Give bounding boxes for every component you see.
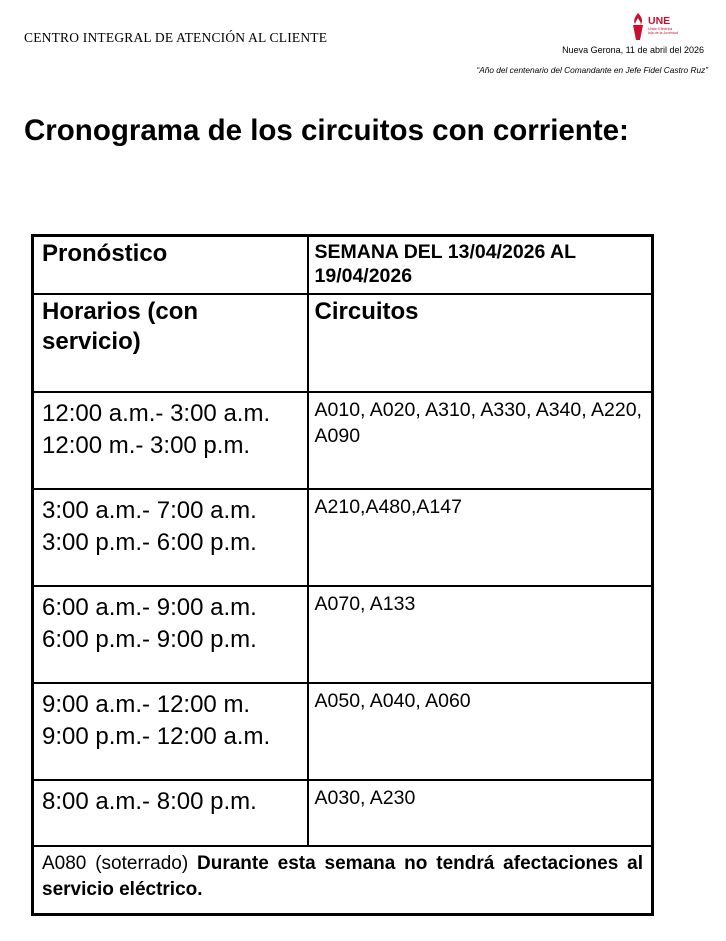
time-range: 12:00 m.- 3:00 p.m. bbox=[42, 432, 251, 459]
circuits-list: A050, A040, A060 bbox=[314, 690, 471, 712]
torch-icon bbox=[630, 12, 646, 42]
time-cell bbox=[33, 780, 308, 846]
circuits-list: A030, A230 bbox=[314, 787, 416, 809]
hours-header-cell bbox=[33, 294, 308, 392]
time-range: 9:00 p.m.- 12:00 a.m. bbox=[42, 723, 271, 750]
time-range: 3:00 p.m.- 6:00 p.m. bbox=[42, 529, 257, 556]
time-cell bbox=[33, 683, 308, 780]
note-bold: Durante esta semana no tendrá afectaciones al servicio eléctrico. bbox=[42, 853, 643, 900]
une-logo bbox=[630, 12, 676, 46]
week-cell bbox=[308, 236, 653, 295]
note-text bbox=[34, 847, 651, 903]
motto: “Año del centenario del Comandante en Jefe Fidel Castro Ruz” bbox=[476, 65, 708, 75]
logo-text: UNE bbox=[648, 15, 671, 27]
note-cell bbox=[33, 846, 653, 915]
dateline: Nueva Gerona, 11 de abril del 2026 bbox=[562, 45, 704, 55]
circuits-cell bbox=[308, 586, 653, 683]
table-row bbox=[33, 392, 653, 489]
time-cell bbox=[33, 392, 308, 489]
table-column-header-row bbox=[33, 294, 653, 392]
time-range: 9:00 a.m.- 12:00 m. bbox=[42, 691, 251, 718]
schedule-table bbox=[31, 234, 654, 916]
time-range: 3:00 a.m.- 7:00 a.m. bbox=[42, 497, 257, 524]
table-row bbox=[33, 780, 653, 846]
week-label: SEMANA DEL 13/04/2026 AL 19/04/2026 bbox=[314, 241, 576, 287]
org-name: CENTRO INTEGRAL DE ATENCIÓN AL CLIENTE bbox=[24, 30, 328, 45]
time-range: 12:00 a.m.- 3:00 a.m. bbox=[42, 400, 271, 427]
circuits-cell bbox=[308, 683, 653, 780]
note-prefix: A080 (soterrado) bbox=[42, 853, 189, 874]
forecast-label: Pronóstico bbox=[42, 240, 168, 267]
time-cell bbox=[33, 489, 308, 586]
circuits-header-cell bbox=[308, 294, 653, 392]
table-row bbox=[33, 683, 653, 780]
circuits-list: A070, A133 bbox=[314, 593, 416, 615]
time-range: 6:00 p.m.- 9:00 p.m. bbox=[42, 626, 257, 653]
circuits-cell bbox=[308, 489, 653, 586]
circuits-label: Circuitos bbox=[314, 298, 419, 325]
circuits-list: A010, A020, A310, A330, A340, A220, A090 bbox=[314, 399, 642, 447]
logo-subtext: Unión Eléctrica Isla de la Juventud bbox=[648, 27, 678, 36]
table-row bbox=[33, 489, 653, 586]
table-row bbox=[33, 586, 653, 683]
hours-label: Horarios (con servicio) bbox=[42, 298, 199, 355]
time-range: 6:00 a.m.- 9:00 a.m. bbox=[42, 594, 257, 621]
circuits-list: A210,A480,A147 bbox=[314, 496, 462, 518]
circuits-cell bbox=[308, 392, 653, 489]
note-row bbox=[33, 846, 653, 915]
time-range: 8:00 a.m.- 8:00 p.m. bbox=[42, 788, 257, 815]
forecast-cell bbox=[33, 236, 308, 295]
table-header-row bbox=[33, 236, 653, 295]
time-cell bbox=[33, 586, 308, 683]
circuits-cell bbox=[308, 780, 653, 846]
page-title: Cronograma de los circuitos con corriente: bbox=[24, 114, 629, 147]
